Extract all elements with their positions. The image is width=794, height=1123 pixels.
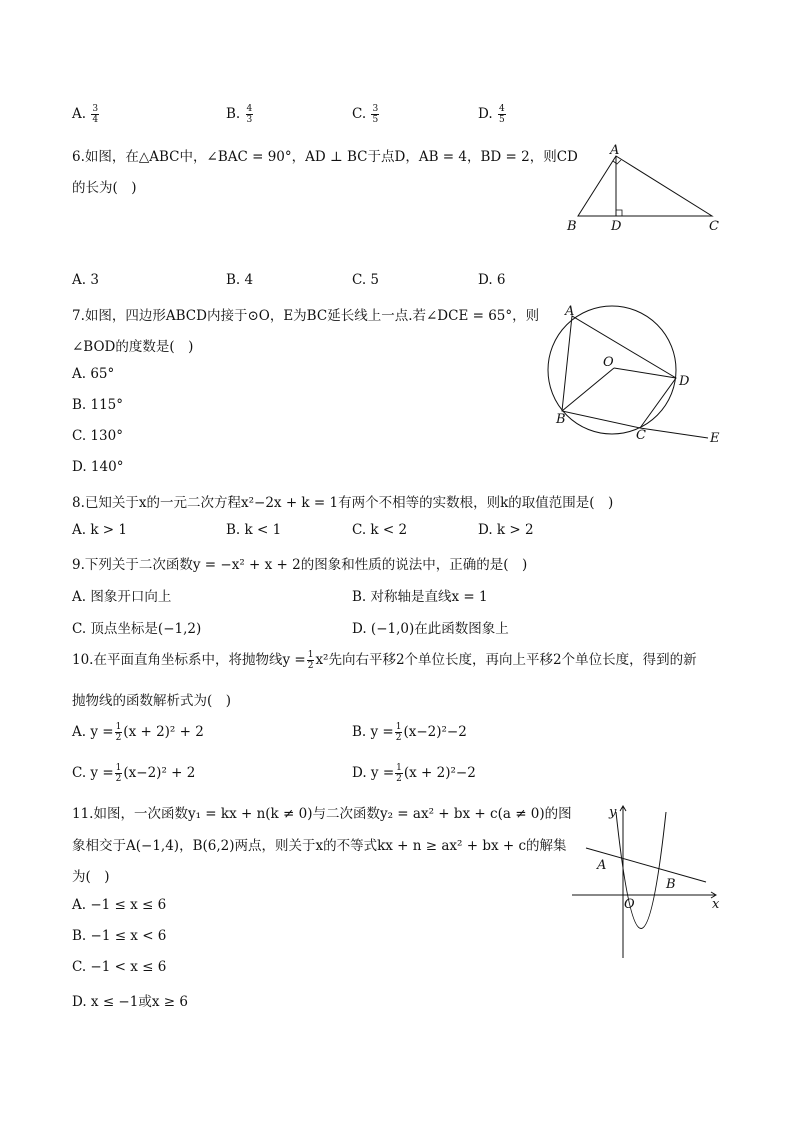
label-x: x bbox=[712, 897, 720, 912]
q5-option-a: A. $\frac{3}{4}$ bbox=[72, 104, 99, 125]
fraction-half: $\frac{1}{2}$ bbox=[115, 763, 122, 784]
q7-option-b: B. 115° bbox=[72, 397, 124, 413]
q7-option-d: D. 140° bbox=[72, 459, 124, 475]
label-o: O bbox=[603, 355, 614, 370]
q6-stem-line2: 的长为( ) bbox=[72, 180, 137, 196]
q7-option-c: C. 130° bbox=[72, 428, 123, 444]
label-b: B bbox=[666, 877, 676, 892]
label-d: D bbox=[679, 374, 690, 389]
q5-option-d: D. $\frac{4}{5}$ bbox=[478, 104, 505, 125]
fraction: $\frac{3}{5}$ bbox=[372, 104, 379, 125]
fraction: $\frac{4}{3}$ bbox=[246, 104, 253, 125]
q6-option-b: B. 4 bbox=[226, 272, 254, 288]
q11-option-a: A. −1 ≤ x ≤ 6 bbox=[72, 897, 167, 913]
q10-option-a: A. y = $\frac{1}{2}$ (x + 2)² + 2 bbox=[72, 722, 204, 743]
right-angle-mark-a bbox=[613, 160, 621, 164]
q6-option-a: A. 3 bbox=[72, 272, 99, 288]
q7-figure bbox=[540, 300, 730, 450]
q5-option-c: C. $\frac{3}{5}$ bbox=[352, 104, 379, 125]
label-b: B bbox=[556, 412, 566, 427]
fraction-half: $\frac{1}{2}$ bbox=[307, 650, 314, 671]
triangle-abc bbox=[578, 156, 712, 216]
label-y: y bbox=[609, 805, 617, 820]
label-a: A bbox=[610, 143, 620, 158]
q8-stem: 8.已知关于x的一元二次方程x²−2x + k = 1有两个不相等的实数根，则k的取值范围是( ) bbox=[72, 495, 614, 511]
q6-option-d: D. 6 bbox=[478, 272, 506, 288]
q6-figure bbox=[560, 140, 730, 240]
q5-option-b: B. $\frac{4}{3}$ bbox=[226, 104, 253, 125]
label-c: C bbox=[636, 428, 646, 443]
fraction-half: $\frac{1}{2}$ bbox=[396, 763, 402, 784]
fraction: $\frac{3}{4}$ bbox=[92, 104, 99, 125]
label-a: A bbox=[597, 858, 607, 873]
q10-option-d: D. y = $\frac{1}{2}$ (x + 2)²−2 bbox=[352, 763, 476, 784]
right-angle-mark-d bbox=[616, 210, 622, 216]
q11-figure bbox=[566, 800, 730, 962]
q11-stem-line2: 象相交于A(−1,4)，B(6,2)两点，则关于x的不等式kx + n ≥ ax² + bx + c的解集 bbox=[72, 838, 567, 854]
label-a: A bbox=[565, 304, 575, 319]
q9-option-a: A. 图象开口向上 bbox=[72, 589, 172, 605]
label-o: O bbox=[624, 897, 635, 912]
q11-option-d: D. x ≤ −1或x ≥ 6 bbox=[72, 994, 188, 1010]
q9-option-b: B. 对称轴是直线x = 1 bbox=[352, 589, 488, 605]
q8-option-a: A. k > 1 bbox=[72, 522, 127, 538]
label-b: B bbox=[567, 219, 577, 234]
q9-option-d: D. (−1,0)在此函数图象上 bbox=[352, 621, 509, 637]
q7-stem-line2: ∠BOD的度数是( ) bbox=[72, 339, 194, 355]
q6-stem-line1: 6.如图，在△ABC中，∠BAC = 90°，AD ⊥ BC于点D，AB = 4，BD = 2，则CD bbox=[72, 149, 578, 165]
q10-option-c: C. y = $\frac{1}{2}$ (x−2)² + 2 bbox=[72, 763, 196, 784]
q11-option-c: C. −1 < x ≤ 6 bbox=[72, 959, 167, 975]
q8-option-b: B. k < 1 bbox=[226, 522, 282, 538]
q10-stem-line1: 10.在平面直角坐标系中，将抛物线y = $\frac{1}{2}$ x²先向右平移2个单位长度，再向上平移2个单位长度，得到的新 bbox=[72, 650, 697, 671]
q8-option-d: D. k > 2 bbox=[478, 522, 534, 538]
q7-stem-line1: 7.如图，四边形ABCD内接于⊙O，E为BC延长线上一点.若∠DCE = 65°，则 bbox=[72, 308, 540, 324]
q9-option-c: C. 顶点坐标是(−1,2) bbox=[72, 621, 202, 637]
label-d: D bbox=[611, 219, 622, 234]
q9-stem: 9.下列关于二次函数y = −x² + x + 2的图象和性质的说法中，正确的是( ) bbox=[72, 557, 528, 573]
label-e: E bbox=[710, 431, 720, 446]
q7-option-a: A. 65° bbox=[72, 366, 115, 382]
q10-stem-line2: 抛物线的函数解析式为( ) bbox=[72, 693, 232, 709]
q11-stem-line3: 为( ) bbox=[72, 869, 110, 885]
q11-option-b: B. −1 ≤ x < 6 bbox=[72, 928, 167, 944]
fraction: $\frac{4}{5}$ bbox=[498, 104, 505, 125]
q8-option-c: C. k < 2 bbox=[352, 522, 408, 538]
fraction-half: $\frac{1}{2}$ bbox=[115, 722, 122, 743]
q6-option-c: C. 5 bbox=[352, 272, 380, 288]
quadrilateral-abcd bbox=[562, 316, 676, 428]
q11-stem-line1: 11.如图，一次函数y₁ = kx + n(k ≠ 0)与二次函数y₂ = ax² + bx + c(a ≠ 0)的图 bbox=[72, 806, 572, 822]
radius-ob bbox=[562, 368, 614, 411]
line-ce bbox=[640, 428, 708, 438]
fraction-half: $\frac{1}{2}$ bbox=[395, 722, 402, 743]
label-c: C bbox=[709, 219, 719, 234]
q10-option-b: B. y = $\frac{1}{2}$ (x−2)²−2 bbox=[352, 722, 467, 743]
